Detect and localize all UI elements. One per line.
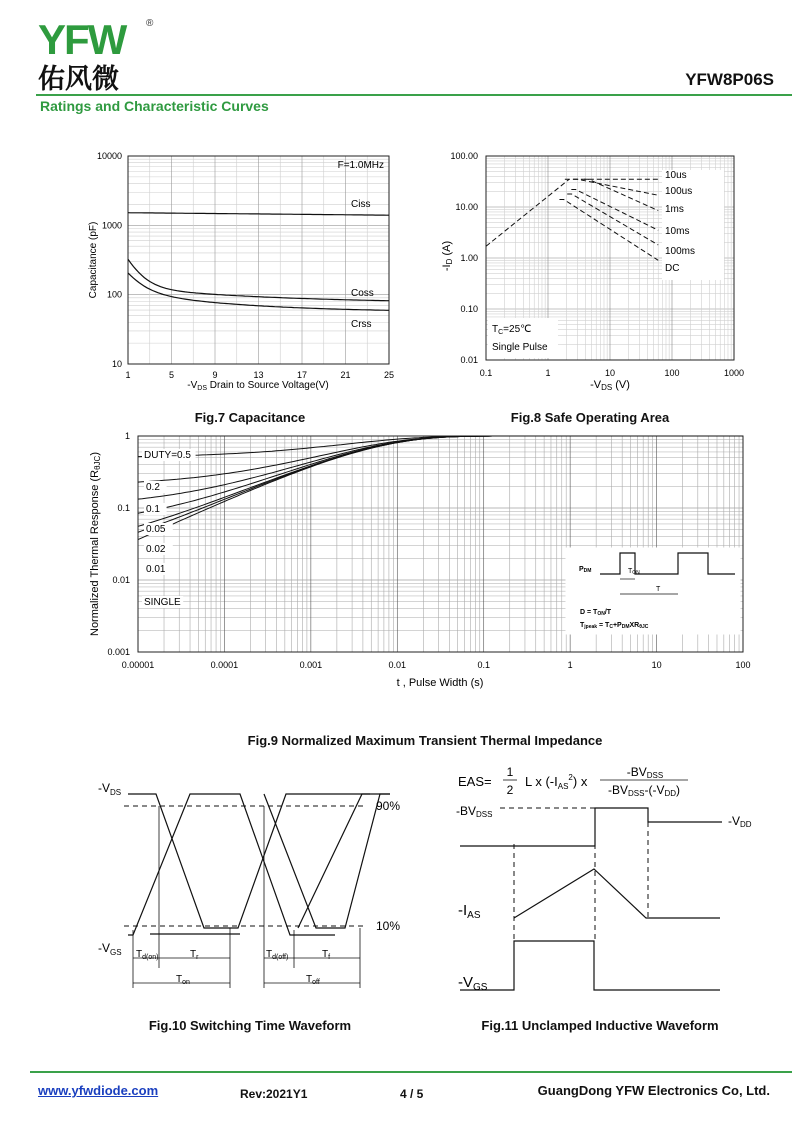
logo-graphic (38, 14, 178, 94)
fig9-inset-pdm: PDM (579, 566, 592, 574)
fig9-xtick: 0.01 (388, 660, 407, 670)
fig9-inset (566, 548, 740, 634)
fig9-xtick: 0.0001 (210, 660, 239, 670)
fig8-caption: Fig.8 Safe Operating Area (510, 410, 670, 425)
fig8-ytick: 0.01 (460, 355, 478, 365)
fig11-uis-waveform (450, 758, 790, 1008)
fig7-ticks (97, 151, 394, 380)
fig10-toff-label: $T_{off}$ (306, 974, 320, 986)
fig7-ytick: 1000 (101, 220, 122, 231)
fig11-frac-den: 2 (506, 783, 514, 797)
fig9-inset-bg (566, 548, 740, 634)
fig7-ytick: 100 (106, 289, 122, 300)
fig7-xlabel: $-V_{DS}$ Drain to Source Voltage(V) (187, 380, 329, 392)
fig8-soa-chart (430, 148, 760, 398)
fig11-vgs-wave (460, 941, 720, 990)
fig10-vds-label: $-V_{DS}$ (98, 781, 122, 797)
fig9-xtick: 0.001 (299, 660, 323, 670)
fig8-line-label: 10ms (665, 226, 690, 237)
fig9-duty-label: SINGLE (144, 597, 181, 608)
fig11-eq-mid: L x $(-I_{AS}^2)$ x (525, 773, 588, 791)
fig10-vgs-label: $-V_{GS}$ (98, 941, 122, 957)
fig8-ylabel: -ID (A) (441, 240, 454, 272)
fig8-soa-line (571, 190, 658, 231)
fig10-tdon-label: $T_{d(on)}$ (136, 949, 159, 961)
fig11-vgs-label: $-V_{GS}$ (458, 974, 488, 993)
fig10-vds-wave-c (298, 794, 390, 928)
fig10-tf-label: $T_f$ (322, 949, 331, 961)
fig7-xtick: 25 (383, 370, 395, 380)
fig9-xtick: 1 (567, 660, 573, 670)
part-number: YFW8P06S (685, 70, 774, 89)
fig7-xtick: 9 (212, 370, 218, 380)
fig11-vds-wave (460, 808, 722, 846)
fig8-xtick: 100 (664, 368, 680, 378)
fig9-ytick: 0.001 (107, 647, 130, 657)
fig7-xtick: 5 (168, 370, 175, 380)
company-logo (38, 14, 178, 94)
fig7-grid (128, 156, 389, 364)
fig8-line-label: 100ms (665, 246, 696, 257)
fig9-inset-eq1: D = TON/T (580, 609, 612, 617)
fig8-rds-limit (486, 179, 569, 246)
footer-divider (30, 1071, 792, 1073)
fig9-duty-label: 0.02 (146, 544, 166, 555)
fig9-inset-eq2: Tjpeak = TC+PDMXRθJC (580, 622, 649, 630)
revision-text: Rev:2021Y1 (240, 1087, 308, 1101)
fig8-xtick: 10 (604, 368, 616, 378)
fig9-caption: Fig.9 Normalized Maximum Transient Thermal Impedance (247, 733, 603, 748)
fig8-soa-line (559, 200, 658, 261)
fig7-frequency-note: F=1.0MHz (337, 160, 384, 171)
registered-mark: ® (146, 18, 154, 29)
fig8-xtick: 1000 (723, 368, 745, 378)
fig9-curve (138, 436, 743, 499)
fig11-frac2-den: -BVDSS-(-VDD) (607, 783, 681, 798)
fig7-ytick: 10000 (96, 151, 122, 161)
fig7-label-ciss: Ciss (351, 199, 371, 210)
fig8-xtick: 0.1 (479, 368, 493, 378)
fig8-xlabel: -VDS (V) (590, 379, 630, 392)
fig9-duty-label: 0.01 (146, 564, 166, 575)
fig9-duty-labels (142, 449, 196, 608)
fig8-ytick: 1.00 (460, 253, 478, 263)
fig8-xtick: 1 (545, 368, 551, 378)
fig8-soa-line (567, 194, 658, 245)
fig7-ytick: 10 (111, 359, 122, 369)
fig11-ias-label: $-I_{AS}$ (458, 902, 481, 921)
fig10-switching-waveform (90, 770, 430, 1000)
fig8-line-label: 10us (665, 170, 687, 181)
fig7-xtick: 21 (340, 370, 351, 380)
header-divider (36, 94, 792, 96)
fig7-xtick: 17 (296, 370, 308, 380)
logo-text: YFW (38, 16, 126, 63)
fig8-line-label: DC (665, 263, 680, 274)
fig9-xtick: 100 (735, 660, 751, 670)
company-name: GuangDong YFW Electronics Co, Ltd. (537, 1083, 770, 1098)
fig9-duty-label: 0.2 (146, 482, 160, 493)
fig8-line-label: 1ms (665, 204, 684, 215)
fig10-10pct-label: 10% (376, 919, 401, 933)
section-title: Ratings and Characteristic Curves (40, 98, 269, 114)
fig9-ytick: 0.1 (117, 503, 130, 513)
fig9-ytick: 1 (124, 431, 130, 441)
fig8-ytick: 0.10 (460, 304, 478, 314)
fig8-ytick: 10.00 (455, 202, 478, 212)
fig9-xtick: 10 (651, 660, 662, 670)
fig9-xtick: 0.00001 (121, 660, 155, 670)
fig10-90pct-label: 90% (376, 799, 401, 813)
fig8-note-temp: $T_C=25℃$ (492, 324, 532, 336)
fig9-duty-label: 0.1 (146, 504, 160, 515)
fig9-inset-ton: TON (628, 568, 640, 576)
fig9-duty-label: 0.05 (146, 524, 166, 535)
fig10-vds-wave-a (128, 794, 370, 928)
fig9-duty-label: DUTY=0.5 (144, 450, 191, 461)
fig7-capacitance-chart (80, 148, 400, 398)
fig7-ylabel: Capacitance (pF) (88, 221, 99, 299)
fig11-caption: Fig.11 Unclamped Inductive Waveform (481, 1018, 719, 1033)
fig9-xlabel: t , Pulse Width (s) (396, 677, 484, 689)
fig7-label-coss: Coss (351, 288, 374, 299)
fig8-ytick: 100.00 (450, 151, 478, 161)
fig8-note-pulse: Single Pulse (492, 342, 548, 353)
fig11-eas-label: EAS= (458, 774, 492, 789)
fig8-line-label: 100us (665, 186, 693, 197)
fig9-inset-t: T (656, 586, 661, 593)
website-link[interactable]: www.yfwdiode.com (38, 1083, 159, 1098)
logo-chinese: 佑风微 (38, 64, 119, 94)
fig10-tdoff-label: $T_{d(off)}$ (266, 949, 289, 961)
fig7-xtick: 13 (253, 370, 264, 380)
fig10-vds-wave-b (264, 794, 390, 928)
fig9-xtick: 0.1 (477, 660, 490, 670)
fig11-frac2-num: -BVDSS (626, 765, 664, 780)
fig10-tr-label: $T_r$ (190, 949, 199, 961)
fig9-curve (138, 436, 743, 526)
fig9-curve (138, 436, 743, 513)
fig9-ylabel: Normalized Thermal Response (RθJC) (89, 452, 102, 636)
fig10-ton-label: $T_{on}$ (176, 974, 190, 986)
fig7-xtick: 1 (125, 370, 131, 380)
fig11-frac-num: 1 (506, 765, 514, 779)
fig10-caption: Fig.10 Switching Time Waveform (148, 1018, 352, 1033)
fig7-caption: Fig.7 Capacitance (194, 410, 306, 425)
fig11-vdd-label: -VDD (728, 814, 752, 829)
fig11-ias-wave (514, 869, 720, 918)
fig9-ytick: 0.01 (112, 575, 130, 585)
fig7-label-crss: Crss (351, 319, 372, 330)
fig9-thermal-chart (80, 428, 760, 698)
fig8-soa-line (573, 179, 658, 195)
fig11-bvdss-label: -BVDSS (456, 804, 493, 819)
page-number: 4 / 5 (400, 1087, 424, 1101)
